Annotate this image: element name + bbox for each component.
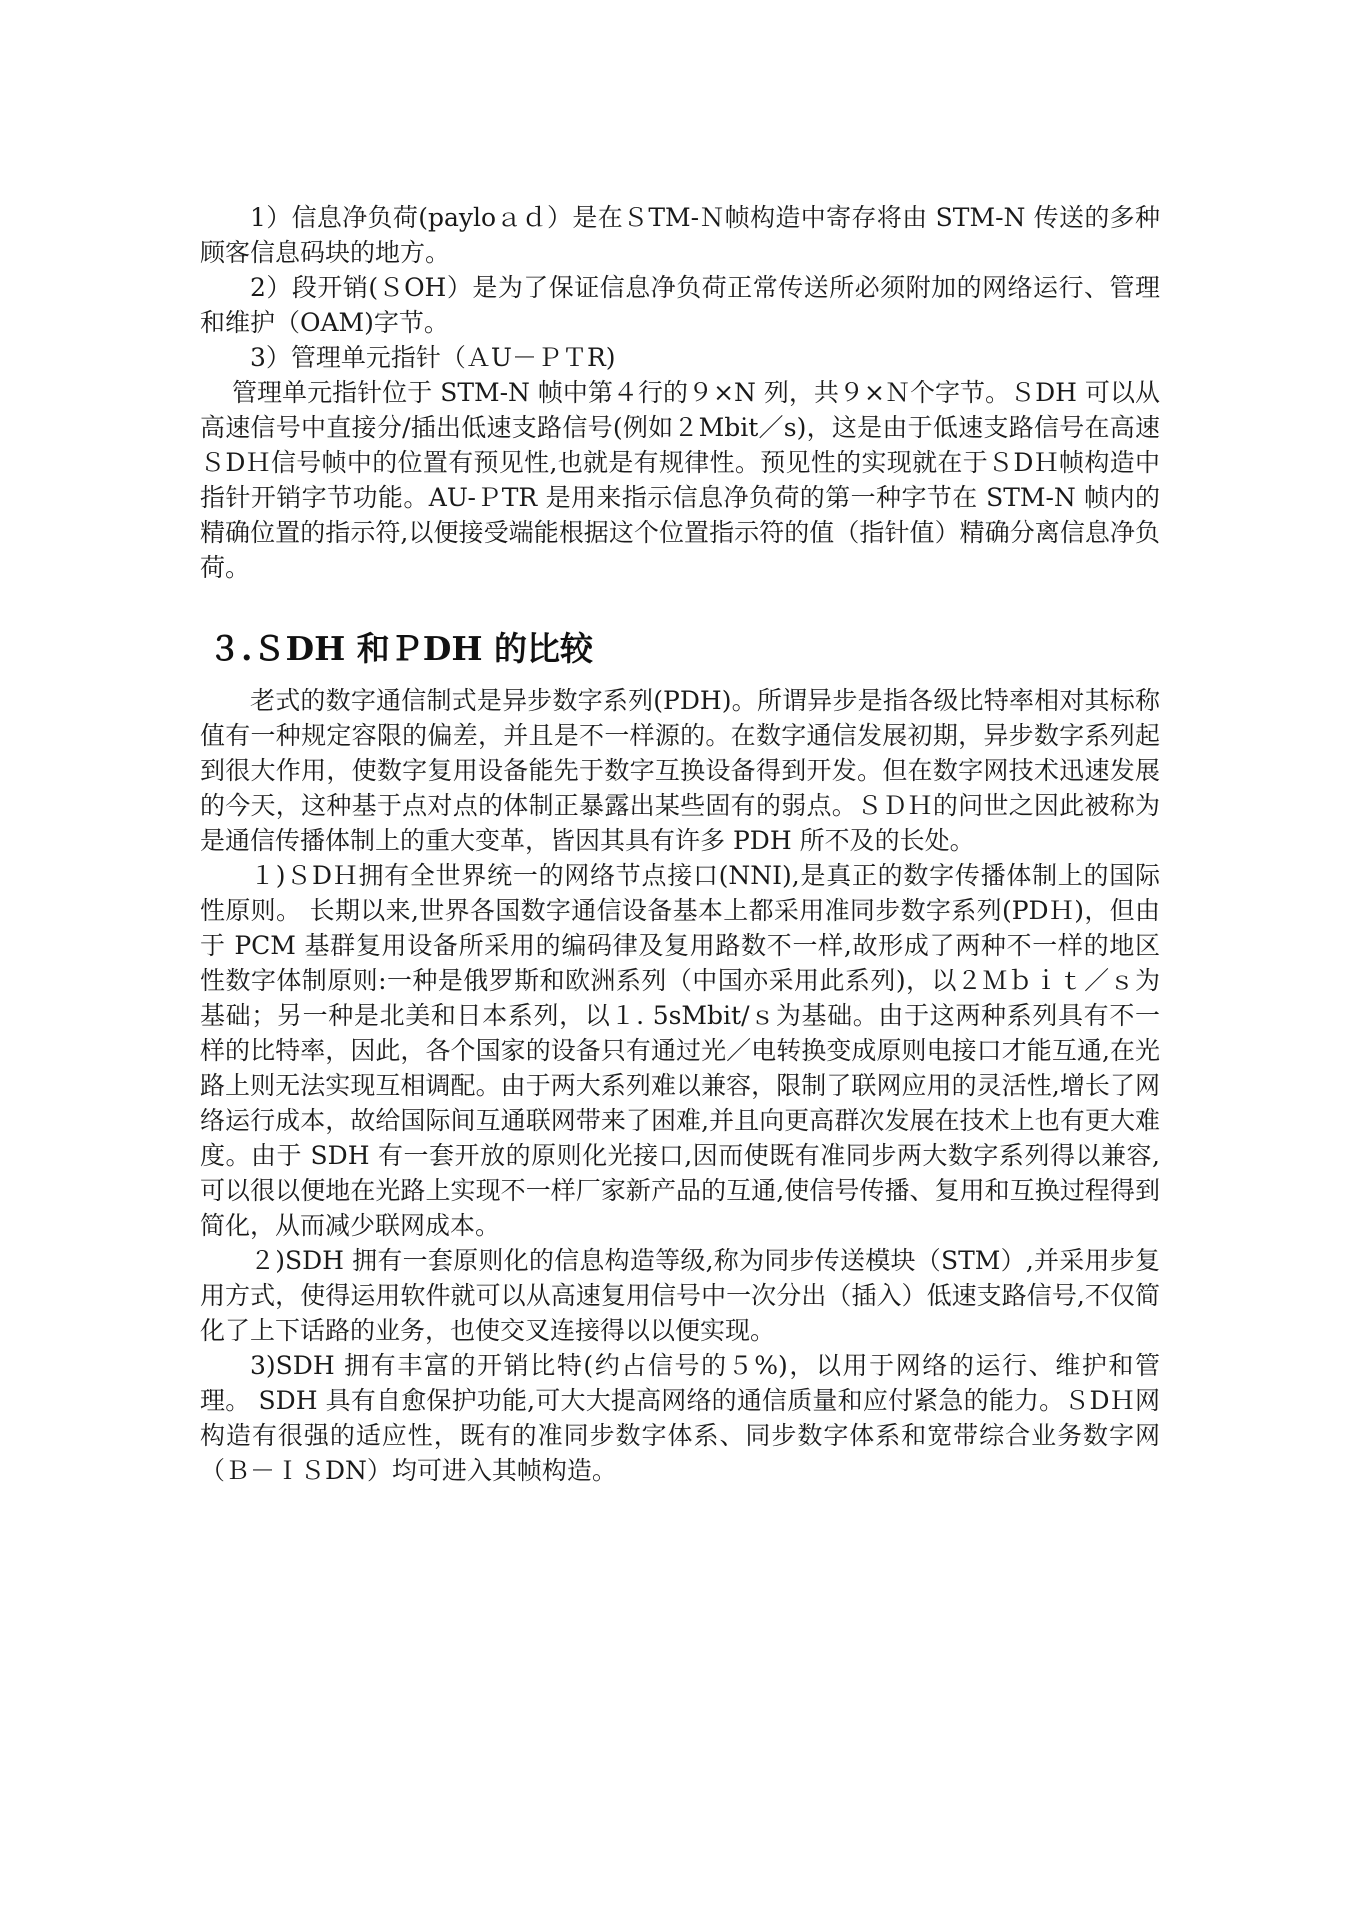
paragraph-payload: 1）信息净负荷(payloａｄ）是在ＳTM-Ｎ帧构造中寄存将由 STM-N 传送的多种顾客信息码块的地方。 (200, 203, 1160, 267)
paragraph-sdh-overhead: 3)SDH 拥有丰富的开销比特(约占信号的５%)，以用于网络的运行、维护和管理。 SDH 具有自愈保护功能,可大大提高网络的通信质量和应付紧急的能力。ＳDＨ网构造有很强的适应性，既有的准同步数字体系、同步数字体系和宽带综合业务数字网（Ｂ－ＩＳDN）均可进入其帧构造。 (200, 1351, 1160, 1485)
section-heading-sdh-pdh-comparison: ３.ＳDH 和ＰDH 的比较 (208, 629, 594, 668)
paragraph-au-ptr-title: 3）管理单元指针（ＡU－ＰＴR) (250, 343, 616, 372)
document-body (200, 200, 1160, 1488)
paragraph-soh: 2）段开销(ＳOH）是为了保证信息净负荷正常传送所必须附加的网络运行、管理和维护（OAM)字节。 (200, 273, 1160, 337)
paragraph-pdh-intro: 老式的数字通信制式是异步数字系列(PDH)。所谓异步是指各级比特率相对其标称值有一种规定容限的偏差，并且是不一样源的。在数字通信发展初期，异步数字系列起到很大作用，使数字复用设备能先于数字互换设备得到开发。但在数字网技术迅速发展的今天，这种基于点对点的体制正暴露出某些固有的弱点。ＳＤＨ的问世之因此被称为是通信传播体制上的重大变革，皆因其具有许多 PDH 所不及的长处。 (200, 686, 1160, 855)
paragraph-sdh-stm: ２)SDH 拥有一套原则化的信息构造等级,称为同步传送模块（STM）,并采用步复用方式，使得运用软件就可以从高速复用信号中一次分出（插入）低速支路信号,不仅简化了上下话路的业务，也使交叉连接得以以便实现。 (200, 1246, 1160, 1345)
paragraph-sdh-nni: １)ＳDＨ拥有全世界统一的网络节点接口(NNI),是真正的数字传播体制上的国际性原则。 长期以来,世界各国数字通信设备基本上都采用准同步数字系列(PDＨ)，但由于 PCM 基群复用设备所采用的编码律及复用路数不一样,故形成了两种不一样的地区性数字体制原则:一种是俄罗斯和欧洲系列（中国亦采用此系列)，以２Ｍｂｉｔ／ｓ为基础；另一种是北美和日本系列，以１. 5sMbit/ｓ为基础。由于这两种系列具有不一样的比特率，因此，各个国家的设备只有通过光／电转换变成原则电接口才能互通,在光路上则无法实现互相调配。由于两大系列难以兼容，限制了联网应用的灵活性,增长了网络运行成本，故给国际间互通联网带来了困难,并且向更高群次发展在技术上也有更大难度。由于 SDH 有一套开放的原则化光接口,因而使既有准同步两大数字系列得以兼容,可以很以便地在光路上实现不一样厂家新产品的互通,使信号传播、复用和互换过程得到简化，从而减少联网成本。 (200, 861, 1160, 1240)
paragraph-au-ptr-description: 管理单元指针位于 STM-N 帧中第４行的９×N 列，共９×Ｎ个字节。ＳDH 可以从高速信号中直接分/插出低速支路信号(例如２Mbit／s)，这是由于低速支路信号在高速ＳDＨ信号帧中的位置有预见性,也就是有规律性。预见性的实现就在于ＳDＨ帧构造中指针开销字节功能。AU-ＰTR 是用来指示信息净负荷的第一种字节在 STM-N 帧内的精确位置的指示符,以便接受端能根据这个位置指示符的值（指针值）精确分离信息净负荷。 (200, 378, 1160, 582)
